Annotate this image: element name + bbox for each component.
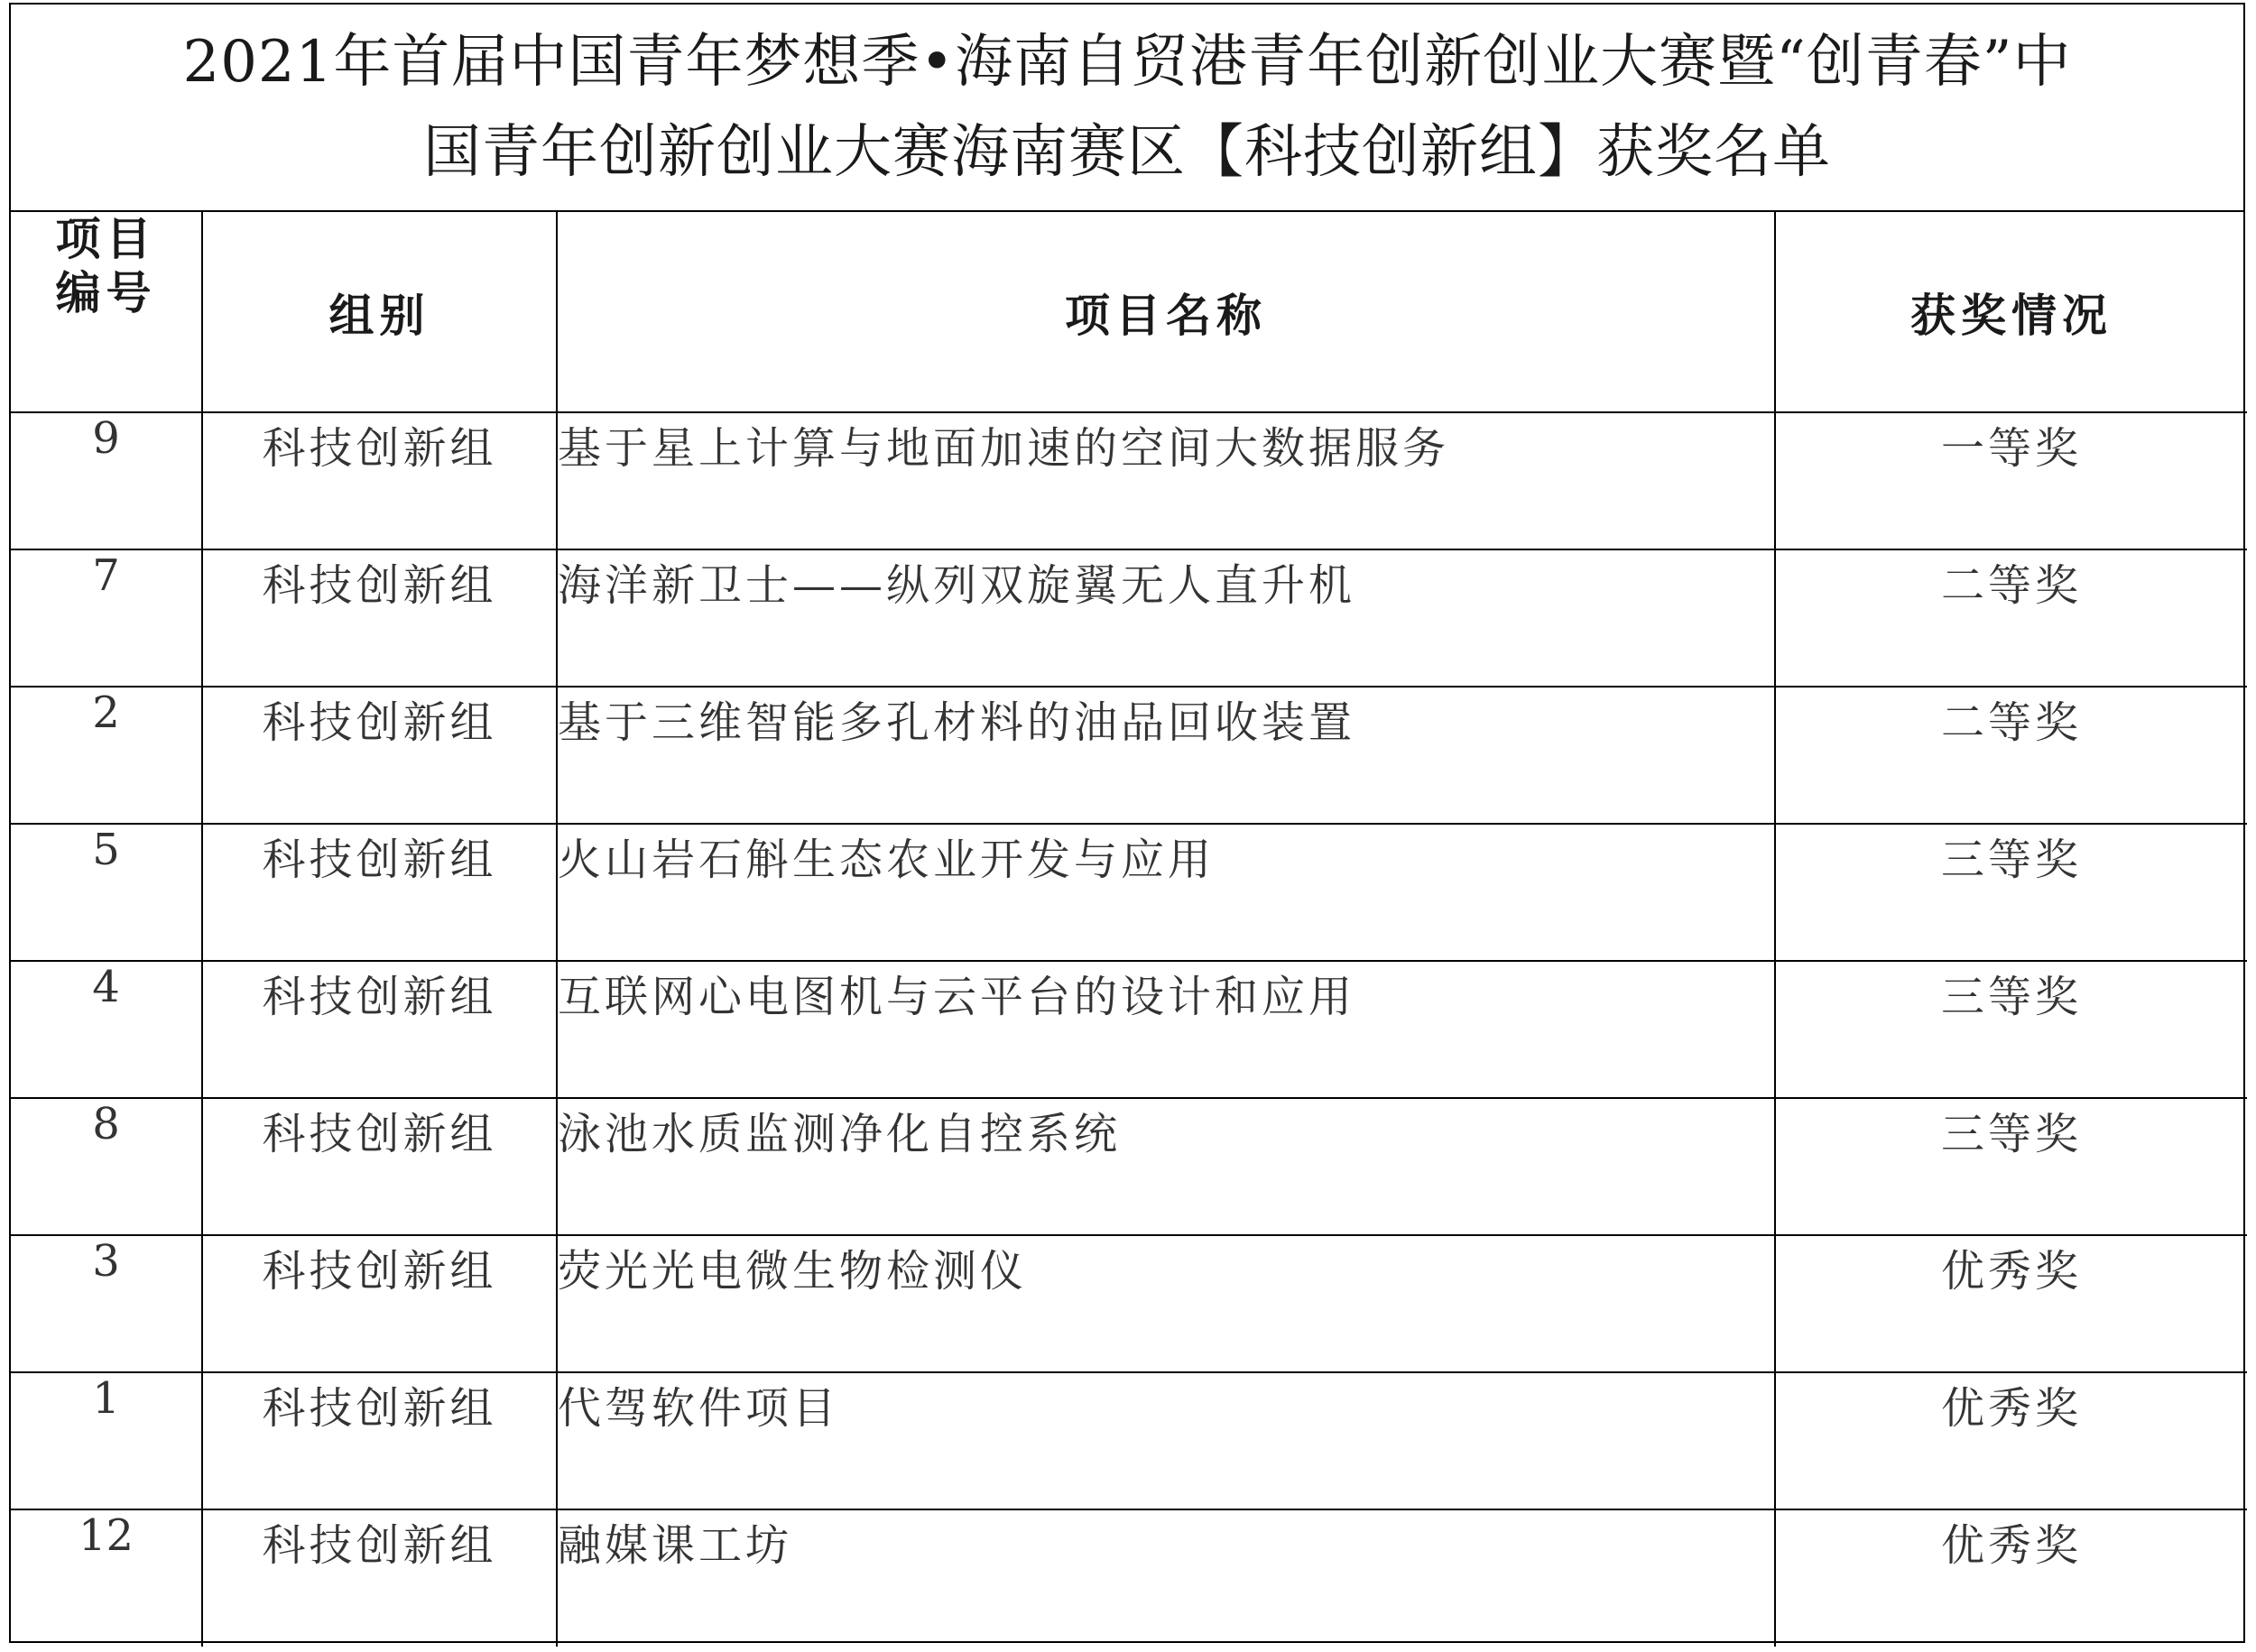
cell-group: 科技创新组 xyxy=(202,1372,557,1509)
table-row xyxy=(11,412,2247,549)
cell-group: 科技创新组 xyxy=(202,1098,557,1235)
header-project-id xyxy=(11,212,202,412)
cell-project-name: 融媒课工坊 xyxy=(557,1509,1775,1647)
cell-award: 一等奖 xyxy=(1775,412,2247,549)
award-table xyxy=(11,212,2247,1647)
cell-project-id: 4 xyxy=(11,961,202,1098)
table-row xyxy=(11,549,2247,687)
cell-group: 科技创新组 xyxy=(202,1509,557,1647)
title-line-2: 国青年创新创业大赛海南赛区【科技创新组】获奖名单 xyxy=(423,119,1831,186)
title-line-1: 2021年首届中国青年梦想季•海南自贸港青年创新创业大赛暨“创青春”中 xyxy=(182,29,2072,96)
cell-project-name: 火山岩石斛生态农业开发与应用 xyxy=(557,824,1775,961)
table-row xyxy=(11,1372,2247,1509)
cell-project-id: 12 xyxy=(11,1509,202,1647)
cell-project-name: 互联网心电图机与云平台的设计和应用 xyxy=(557,961,1775,1098)
cell-award: 二等奖 xyxy=(1775,549,2247,687)
award-list-sheet xyxy=(9,3,2245,1643)
header-project-id-line-2: 编号 xyxy=(55,267,157,319)
table-row xyxy=(11,824,2247,961)
table-row xyxy=(11,1098,2247,1235)
cell-project-id: 7 xyxy=(11,549,202,687)
cell-award: 优秀奖 xyxy=(1775,1235,2247,1372)
cell-project-name: 海洋新卫士——纵列双旋翼无人直升机 xyxy=(557,549,1775,687)
cell-project-id: 9 xyxy=(11,412,202,549)
cell-group: 科技创新组 xyxy=(202,824,557,961)
table-row xyxy=(11,687,2247,824)
table-row xyxy=(11,1509,2247,1647)
cell-project-id: 1 xyxy=(11,1372,202,1509)
cell-award: 三等奖 xyxy=(1775,961,2247,1098)
header-project-id-line-1: 项目 xyxy=(55,213,157,265)
header-award: 获奖情况 xyxy=(1775,212,2247,412)
cell-award: 二等奖 xyxy=(1775,687,2247,824)
cell-project-name: 基于三维智能多孔材料的油品回收装置 xyxy=(557,687,1775,824)
cell-award: 优秀奖 xyxy=(1775,1372,2247,1509)
cell-group: 科技创新组 xyxy=(202,961,557,1098)
cell-award: 三等奖 xyxy=(1775,1098,2247,1235)
cell-project-id: 3 xyxy=(11,1235,202,1372)
cell-project-id: 5 xyxy=(11,824,202,961)
cell-project-name: 泳池水质监测净化自控系统 xyxy=(557,1098,1775,1235)
table-header-row xyxy=(11,212,2247,412)
table-row xyxy=(11,961,2247,1098)
cell-award: 优秀奖 xyxy=(1775,1509,2247,1647)
header-group: 组别 xyxy=(202,212,557,412)
cell-project-name: 基于星上计算与地面加速的空间大数据服务 xyxy=(557,412,1775,549)
cell-project-id: 2 xyxy=(11,687,202,824)
cell-group: 科技创新组 xyxy=(202,687,557,824)
cell-project-name: 代驾软件项目 xyxy=(557,1372,1775,1509)
cell-project-id: 8 xyxy=(11,1098,202,1235)
document-title xyxy=(11,5,2243,212)
cell-project-name: 荧光光电微生物检测仪 xyxy=(557,1235,1775,1372)
cell-award: 三等奖 xyxy=(1775,824,2247,961)
cell-group: 科技创新组 xyxy=(202,412,557,549)
cell-group: 科技创新组 xyxy=(202,549,557,687)
table-row xyxy=(11,1235,2247,1372)
header-project-name: 项目名称 xyxy=(557,212,1775,412)
cell-group: 科技创新组 xyxy=(202,1235,557,1372)
